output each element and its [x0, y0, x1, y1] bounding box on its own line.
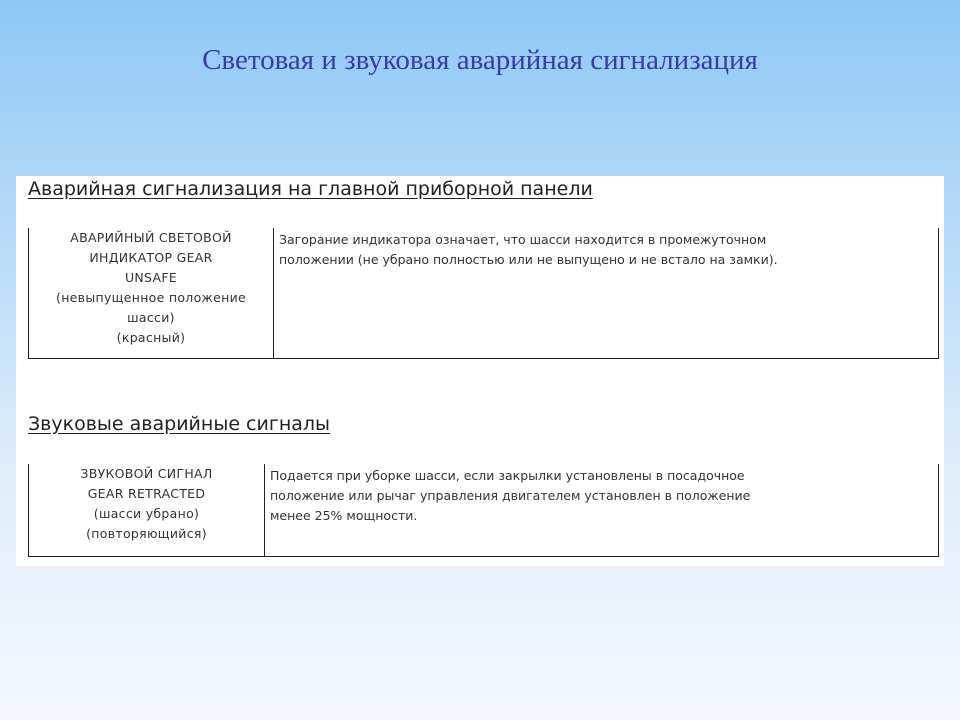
alert-name-line: (повторяющийся): [86, 526, 207, 541]
alert-description-line: Подается при уборке шасси, если закрылки установлены в посадочное: [270, 468, 745, 483]
alert-description-cell: [265, 464, 939, 557]
alert-name-line: ЗВУКОВОЙ СИГНАЛ: [80, 466, 213, 481]
alert-name-line: (шасси убрано): [93, 506, 200, 521]
alert-name-line: шасси): [127, 310, 175, 325]
section-heading-audio-alerts: Звуковые аварийные сигналы: [28, 413, 331, 435]
alert-name-cell: [29, 228, 274, 359]
section-heading-main-panel: Аварийная сигнализация на главной приборной панели: [28, 178, 593, 200]
alert-name-line: GEAR RETRACTED: [87, 486, 206, 501]
table-row: [29, 464, 939, 557]
alert-description-line: положении (не убрано полностью или не выпущено и не встало на замки).: [279, 252, 778, 267]
table-row: [29, 228, 939, 359]
alert-name-line: АВАРИЙНЫЙ СВЕТОВОЙ: [70, 230, 232, 245]
alert-name-line: (красный): [116, 330, 186, 345]
alert-name-cell: [29, 464, 265, 557]
alert-name-line: UNSAFE: [124, 270, 178, 285]
slide-title: Световая и звуковая аварийная сигнализация: [202, 44, 758, 76]
alert-description-line: положение или рычаг управления двигателем установлен в положение: [270, 488, 751, 503]
content-panel: [16, 176, 944, 566]
alert-name-line: (невыпущенное положение: [56, 290, 246, 305]
alert-description-line: Загорание индикатора означает, что шасси находится в промежуточном: [279, 232, 767, 247]
audio-alert-table: [28, 464, 939, 557]
alert-name-line: ИНДИКАТОР GEAR: [89, 250, 213, 265]
main-panel-alert-table: [28, 228, 939, 359]
alert-description-cell: [274, 228, 939, 359]
alert-description-line: менее 25% мощности.: [270, 508, 418, 523]
